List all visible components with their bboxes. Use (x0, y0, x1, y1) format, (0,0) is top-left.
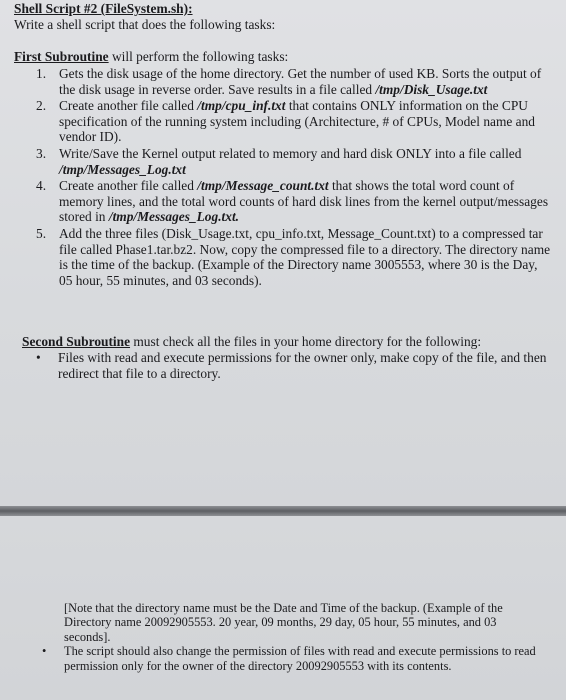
task-text: Gets the disk usage of the home directory. Get the number of used KB. Sorts the output of the disk usage in reverse order. Save results in a file called (59, 66, 542, 97)
first-subroutine-section (14, 49, 554, 288)
file-path: /tmp/Messages_Log.txt. (108, 209, 240, 225)
lower-section (30, 601, 540, 673)
task-text: Create another file called (59, 98, 198, 114)
task-text: Create another file called (59, 178, 198, 194)
task-number: 2. (36, 98, 47, 114)
task-item (14, 146, 554, 177)
task-number: 1. (36, 66, 47, 81)
file-path: /tmp/Message_count.txt (197, 178, 329, 194)
task-item (14, 66, 554, 97)
file-path: /tmp/cpu_inf.txt (197, 98, 286, 114)
second-subroutine-heading (22, 334, 552, 350)
task-text: Add the three files (Disk_Usage.txt, cpu_info.txt, Message_Count.txt) to a compressed tar file called Phase1.tar.bz2. Now, copy the compressed file to a directory. The directory name is the time of the backup. (Example of the Directory name 3005553, where 30 is the Day, 05 hour, 55 minutes, and 03 seconds). (59, 225, 551, 288)
bullet-text: Files with read and execute permissions for the owner only, make copy of the file, and then redirect that file to a directory. (58, 350, 547, 381)
bullet-icon: • (42, 644, 47, 659)
task-text: that shows the total word count of memory lines, and the total word counts of hard disk lines from the kernel output/messages stored in (59, 178, 549, 225)
second-subroutine-heading-rest: must check all the files in your home directory for the following: (130, 334, 482, 349)
permission-bullet-text: The script should also change the permission of files with read and execute permissions to read permission only for the owner of the directory 20092905553 with its contents. (64, 644, 536, 673)
task-text: that contains ONLY information on the CPU specification of the running system including (Architecture, # of CPUs, Model name and vendor ID). (59, 98, 536, 145)
second-subroutine-bullets (22, 350, 552, 381)
file-path: /tmp/Disk_Usage.txt (375, 81, 488, 97)
first-subroutine-label: First Subroutine (14, 49, 109, 64)
task-item (14, 178, 554, 225)
first-subroutine-heading (14, 49, 554, 65)
bullet-item (22, 350, 552, 381)
first-subroutine-heading-rest: will perform the following tasks: (108, 49, 289, 64)
task-item (14, 98, 554, 145)
page-divider (0, 506, 566, 516)
task-number: 3. (36, 145, 47, 161)
task-text: Write/Save the Kernel output related to memory and hard disk ONLY into a file called (59, 145, 522, 161)
script-intro: Write a shell script that does the following tasks: (14, 17, 276, 32)
directory-name-note: [Note that the directory name must be the Date and Time of the backup. (Example of the Directory name 20092905553. 20 year, 09 months, 29 day, 05 hour, 55 minutes, and 03 seconds]. (64, 601, 503, 644)
second-subroutine-label: Second Subroutine (22, 334, 131, 349)
file-path: /tmp/Messages_Log.txt (59, 161, 186, 177)
task-item (14, 226, 554, 288)
bullet-icon: • (36, 350, 41, 365)
task-number: 5. (36, 225, 47, 241)
task-list (14, 66, 554, 288)
second-subroutine-section (22, 334, 552, 381)
script-title: Shell Script #2 (FileSystem.sh): (14, 1, 193, 16)
task-number: 4. (36, 178, 47, 194)
assignment-header (14, 1, 275, 33)
permission-bullet (30, 644, 540, 673)
